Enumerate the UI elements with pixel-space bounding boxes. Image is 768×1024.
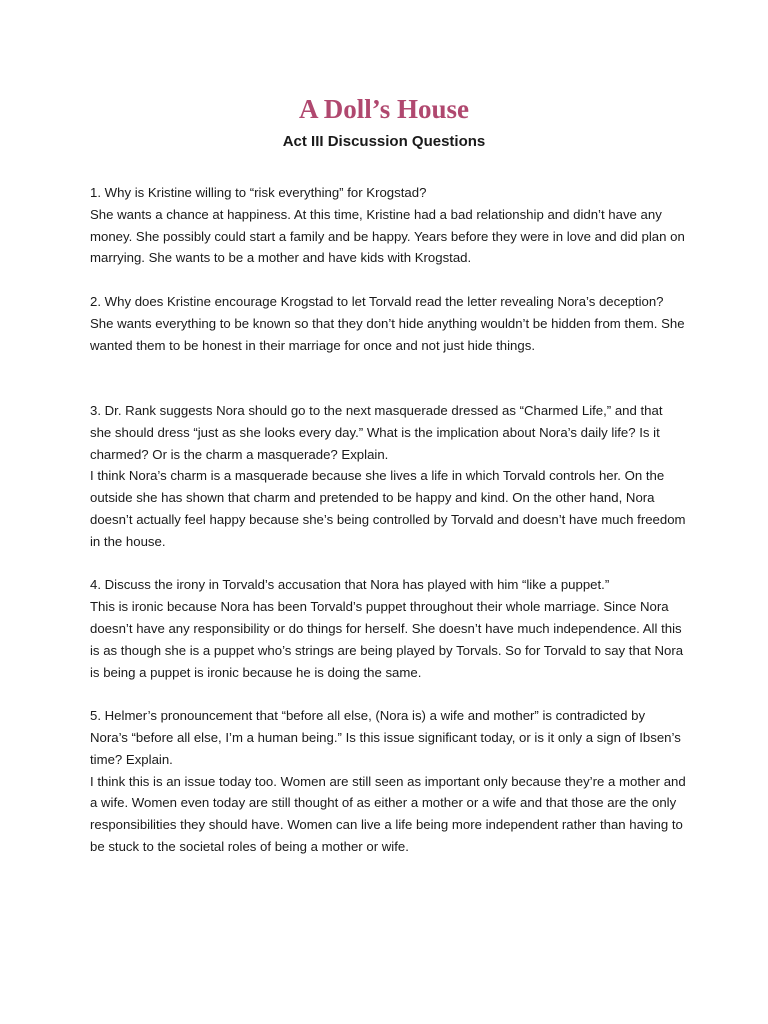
questions-list: [90, 182, 686, 858]
spacer: [90, 356, 686, 400]
answer-text: This is ironic because Nora has been Torvald’s puppet throughout their whole marriage. Since Nora doesn’t have any responsibility or do things for herself. She doesn’t have much independence. All this is as though she is a puppet who’s strings are being played by Torvals. So for Torvald to say that Nora is being a puppet is ironic because he is doing the same.: [90, 599, 684, 680]
spacer: [90, 553, 686, 575]
spacer: [90, 683, 686, 705]
answer-text: I think Nora’s charm is a masquerade because she lives a life in which Torvald controls her. On the outside she has shown that charm and pretended to be happy and kind. On the other hand, Nora doesn’t actually feel happy because she’s being controlled by Torvald and doesn’t have much freedom in the house.: [90, 468, 686, 549]
question-text: 3. Dr. Rank suggests Nora should go to the next masquerade dressed as “Charmed Life,” and that she should dress “just as she looks every day.” What is the implication about Nora’s daily life? Is it charmed? Or is the charm a masquerade? Explain.: [90, 402, 663, 462]
answer-text: She wants a chance at happiness. At this time, Kristine had a bad relationship and didn’t have any money. She possibly could start a family and be happy. Years before they were in love and did plan on marrying. She wants to be a mother and have kids with Krogstad.: [90, 206, 685, 266]
answer-text: I think this is an issue today too. Women are still seen as important only because they’re a mother and a wife. Women even today are still thought of as either a mother or a wife and that those are the only responsibilities they should have. Women can live a life being more independent rather than having to be stuck to the societal roles of being a mother or wife.: [90, 773, 686, 854]
question-text: 4. Discuss the irony in Torvald’s accusation that Nora has played with him “like a puppet.”: [90, 577, 610, 593]
question-text: 2. Why does Kristine encourage Krogstad to let Torvald read the letter revealing Nora’s deception?: [90, 293, 664, 309]
question-block-4: [90, 574, 686, 683]
question-text: 5. Helmer’s pronouncement that “before all else, (Nora is) a wife and mother” is contradicted by Nora’s “before all else, I’m a human being.” Is this issue significant today, or is it only a sign of Ibsen’s time? Explain.: [90, 708, 681, 767]
document-subtitle: Act III Discussion Questions: [282, 133, 486, 150]
question-text: 1. Why is Kristine willing to “risk everything” for Krogstad?: [90, 185, 427, 200]
question-block-3: [90, 400, 686, 553]
question-block-5: [90, 705, 686, 858]
document-title: A Doll’s House: [298, 94, 469, 124]
question-block-1: [90, 182, 686, 269]
spacer: [90, 269, 686, 291]
answer-text: She wants everything to be known so that they don’t hide anything wouldn’t be hidden from them. She wanted them to be honest in their marriage for once and not just hide things.: [90, 315, 685, 353]
question-block-2: [90, 291, 686, 356]
